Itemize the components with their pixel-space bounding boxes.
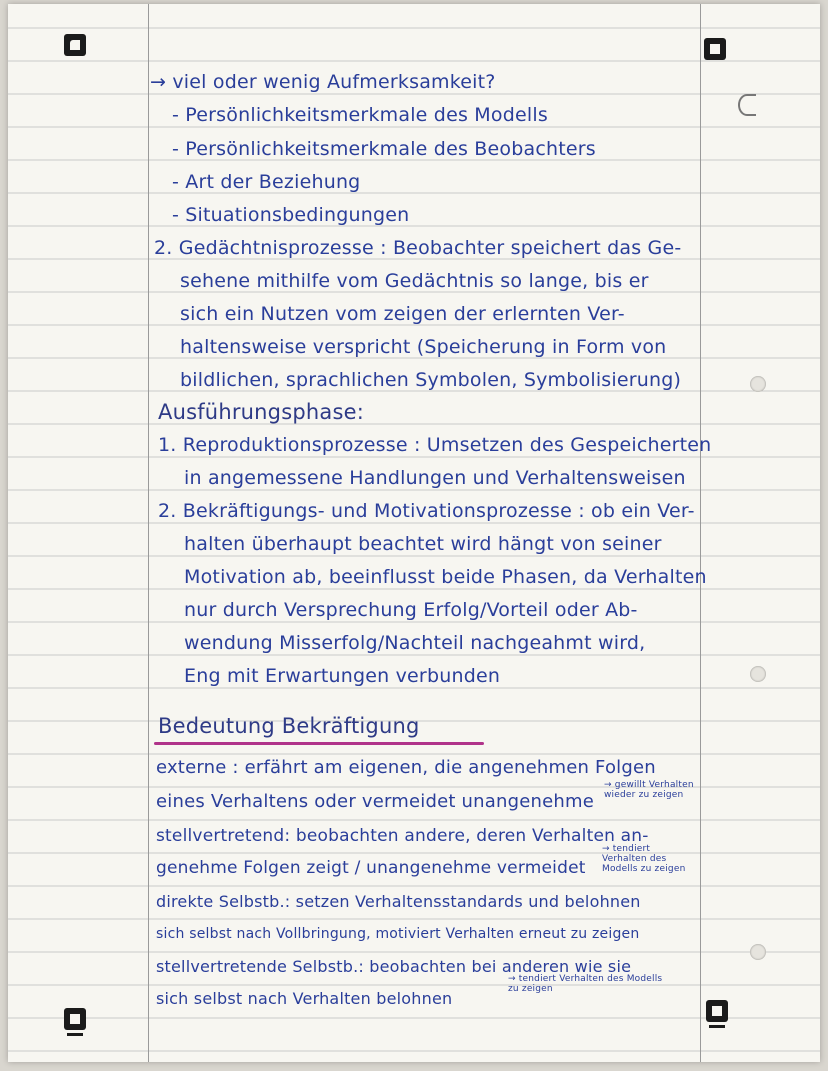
note-line: in angemessene Handlungen und Verhaltensweisen [184,467,686,489]
heading-underline [154,742,484,745]
note-line: direkte Selbstb.: setzen Verhaltensstandards und belohnen [156,892,641,911]
punch-hole-icon [750,944,766,960]
note-line: - Persönlichkeitsmerkmale des Modells [172,104,548,126]
left-margin-line [148,4,149,1062]
note-line: sich selbst nach Verhalten belohnen [156,989,453,1008]
section-heading: Ausführungsphase: [158,400,364,424]
note-line: Motivation ab, beeinflusst beide Phasen, da Verhalten [184,566,707,588]
note-line: halten überhaupt beachtet wird hängt von seiner [184,533,662,555]
note-line: - Situationsbedingungen [172,204,410,226]
note-line: eines Verhaltens oder vermeidet unangenehme [156,791,594,812]
note-line: sich selbst nach Vollbringung, motiviert Verhalten erneut zu zeigen [156,926,640,942]
note-line: - Art der Beziehung [172,171,361,193]
side-note: → tendiert Verhalten des Modells zu zeigen [508,974,663,994]
note-line: stellvertretende Selbstb.: beobachten bei anderen wie sie [156,957,632,976]
note-line: bildlichen, sprachlichen Symbolen, Symbolisierung) [180,369,682,391]
note-line: - Persönlichkeitsmerkmale des Beobachters [172,138,596,160]
note-line: wendung Misserfolg/Nachteil nachgeahmt wird, [184,632,646,654]
note-line: externe : erfährt am eigenen, die angenehmen Folgen [156,757,656,778]
punch-hole-icon [750,376,766,392]
right-margin-line [700,4,701,1062]
note-line: 1. Reproduktionsprozesse : Umsetzen des Gespeicherten [158,434,712,456]
note-line: sehene mithilfe vom Gedächtnis so lange, bis er [180,270,649,292]
corner-marker-icon [64,34,86,56]
corner-marker-icon [706,1000,728,1022]
note-line: → viel oder wenig Aufmerksamkeit? [150,71,496,93]
note-line: haltensweise verspricht (Speicherung in Form von [180,336,667,358]
side-note: → tendiert Verhalten des Modells zu zeigen [602,844,686,874]
note-line: stellvertretend: beobachten andere, deren Verhalten an- [156,826,649,846]
notebook-page [8,4,820,1062]
note-line: sich ein Nutzen vom zeigen der erlernten Ver- [180,303,625,325]
note-line: genehme Folgen zeigt / unangenehme vermeidet [156,858,586,878]
punch-hole-icon [750,666,766,682]
note-line: 2. Gedächtnisprozesse : Beobachter speichert das Ge- [154,237,682,259]
corner-marker-icon [704,38,726,60]
side-note: → gewillt Verhalten wieder zu zeigen [604,780,694,800]
corner-marker-icon [64,1008,86,1030]
note-line: nur durch Versprechung Erfolg/Vorteil oder Ab- [184,599,638,621]
note-line: Eng mit Erwartungen verbunden [184,665,501,687]
note-line: 2. Bekräftigungs- und Motivationsprozesse : ob ein Ver- [158,500,695,522]
section-heading: Bedeutung Bekräftigung [158,714,420,738]
curl-mark [738,94,756,116]
